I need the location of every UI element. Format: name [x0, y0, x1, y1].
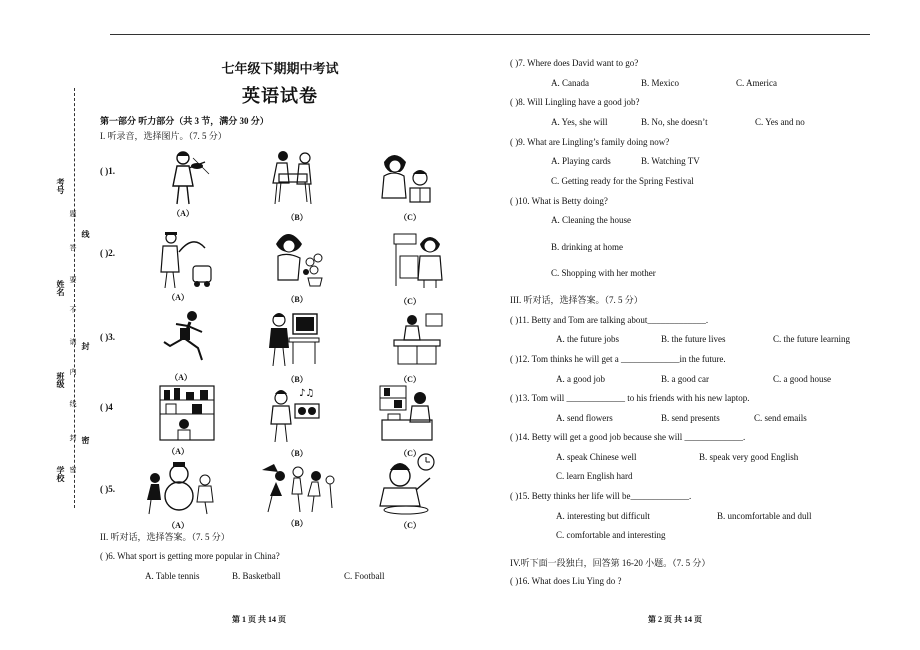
kids-playing-picture[interactable]	[258, 458, 338, 518]
option-c-label: （C）	[399, 297, 421, 306]
woman-shop-picture[interactable]	[378, 384, 436, 444]
option-c-label: （C）	[399, 449, 421, 458]
q15-option-a[interactable]: A. interesting but difficult	[556, 511, 650, 521]
man-eating-picture[interactable]	[370, 450, 444, 516]
question-11-stem: ( )11. Betty and Tom are talking about_____________.	[510, 315, 709, 325]
option-b-label: （B）	[286, 213, 308, 222]
line-char: 密	[81, 436, 90, 444]
q12-option-a[interactable]: A. a good job	[556, 374, 605, 384]
question-7-stem: ( )7. Where does David want to go?	[510, 58, 639, 68]
option-b-label: （B）	[286, 449, 308, 458]
q6-option-c[interactable]: C. Football	[344, 571, 385, 581]
seal-char: 不	[69, 306, 77, 313]
q11-option-b[interactable]: B. the future lives	[661, 334, 726, 344]
question-10-stem: ( )10. What is Betty doing?	[510, 196, 608, 206]
question-16-stem: ( )16. What does Liu Ying do ?	[510, 576, 622, 586]
q7-option-a[interactable]: A. Canada	[551, 78, 589, 88]
exam-title: 七年级下期期中考试	[221, 61, 339, 76]
question-1-number: ( )1.	[100, 166, 115, 176]
question-4-number: ( )4	[100, 402, 113, 412]
q6-option-a[interactable]: A. Table tennis	[145, 571, 200, 581]
line-char: 线	[81, 230, 90, 238]
runner-picture[interactable]	[158, 308, 216, 368]
girl-violin-picture[interactable]	[155, 148, 213, 208]
boy-music-picture[interactable]	[265, 384, 323, 444]
seal-char: 题	[69, 210, 77, 217]
seal-char: 要	[69, 276, 77, 283]
cleaner-vacuum-picture[interactable]	[155, 230, 213, 290]
q13-option-c[interactable]: C. send emails	[754, 413, 807, 423]
q12-option-b[interactable]: B. a good car	[661, 374, 709, 384]
q10-option-a[interactable]: A. Cleaning the house	[551, 215, 631, 225]
option-c-label: （C）	[399, 375, 421, 384]
seal-char: 线	[69, 400, 77, 407]
q7-option-b[interactable]: B. Mexico	[641, 78, 679, 88]
question-9-stem: ( )9. What are Lingling’s family doing now?	[510, 137, 670, 147]
option-a-label: （A）	[172, 209, 194, 218]
option-a-label: （A）	[167, 293, 189, 302]
q8-option-c[interactable]: C. Yes and no	[755, 117, 805, 127]
svg-text:♪♫: ♪♫	[299, 388, 315, 399]
seal-char: 封	[69, 434, 77, 441]
q8-option-b[interactable]: B. No, she doesn’t	[641, 117, 708, 127]
q11-option-a[interactable]: A. the future jobs	[556, 334, 619, 344]
q12-option-c[interactable]: C. a good house	[773, 374, 831, 384]
q10-option-c[interactable]: C. Shopping with her mother	[551, 268, 656, 278]
class-label: 班级	[56, 372, 65, 388]
q14-option-c[interactable]: C. learn English hard	[556, 471, 633, 481]
question-5-number: ( )5.	[100, 484, 115, 494]
man-tv-picture[interactable]	[388, 308, 446, 368]
section1-heading: I. 听录音，选择图片。（7. 5 分）	[100, 131, 227, 141]
page-number-left: 第 1 页 共 14 页	[232, 615, 286, 624]
q14-option-a[interactable]: A. speak Chinese well	[556, 452, 637, 462]
girl-flowers-picture[interactable]	[268, 228, 326, 288]
q9-option-a[interactable]: A. Playing cards	[551, 156, 611, 166]
q15-option-b[interactable]: B. uncomfortable and dull	[717, 511, 812, 521]
question-6-stem: ( )6. What sport is getting more popular in China?	[100, 551, 280, 561]
exam-subtitle: 英语试卷	[242, 86, 318, 106]
option-a-label: （A）	[170, 373, 192, 382]
line-char: 封	[81, 342, 90, 350]
part1-heading: 第一部分 听力部分（共 3 节，满分 30 分）	[100, 116, 269, 126]
question-2-number: ( )2.	[100, 248, 115, 258]
option-c-label: （C）	[399, 213, 421, 222]
question-13-stem: ( )13. Tom will _____________ to his friends with his new laptop.	[510, 393, 750, 403]
option-b-label: （B）	[286, 295, 308, 304]
section3-heading: III. 听对话，选择答案。（7. 5 分）	[510, 295, 643, 305]
kids-snowman-picture[interactable]	[145, 458, 215, 518]
question-8-stem: ( )8. Will Lingling have a good job?	[510, 97, 640, 107]
q15-option-c[interactable]: C. comfortable and interesting	[556, 530, 666, 540]
q14-option-b[interactable]: B. speak very good English	[699, 452, 799, 462]
q13-option-a[interactable]: A. send flowers	[556, 413, 613, 423]
seal-char: 密	[69, 466, 77, 473]
question-15-stem: ( )15. Betty thinks her life will be_____________.	[510, 491, 692, 501]
name-label: 姓名	[56, 280, 65, 296]
people-washing-picture[interactable]	[265, 148, 323, 208]
q10-option-b[interactable]: B. drinking at home	[551, 242, 623, 252]
seal-char: 请	[69, 338, 77, 345]
question-14-stem: ( )14. Betty will get a good job because she will _____________.	[510, 432, 746, 442]
option-a-label: （A）	[167, 521, 189, 530]
question-12-stem: ( )12. Tom thinks he will get a _____________in the future.	[510, 354, 726, 364]
boy-computer-picture[interactable]	[265, 308, 323, 368]
top-rule	[110, 34, 870, 35]
page-number-right: 第 2 页 共 14 页	[648, 615, 702, 624]
q9-option-c[interactable]: C. Getting ready for the Spring Festival	[551, 176, 694, 186]
seal-char: 答	[69, 244, 77, 251]
q13-option-b[interactable]: B. send presents	[661, 413, 720, 423]
question-3-number: ( )3.	[100, 332, 115, 342]
option-a-label: （A）	[167, 447, 189, 456]
q9-option-b[interactable]: B. Watching TV	[641, 156, 700, 166]
school-label: 学校	[56, 466, 65, 482]
shop-shelves-picture[interactable]	[158, 384, 216, 444]
section4-heading: IV.听下面一段独白，回答第 16-20 小题。（7. 5 分）	[510, 558, 711, 568]
seal-char: 内	[69, 368, 77, 375]
mother-child-reading-picture[interactable]	[378, 148, 436, 208]
girl-cooking-picture[interactable]	[390, 230, 448, 290]
q11-option-c[interactable]: C. the future learning	[773, 334, 850, 344]
q6-option-b[interactable]: B. Basketball	[232, 571, 281, 581]
section2-heading: II. 听对话，选择答案。（7. 5 分）	[100, 532, 230, 542]
option-b-label: （B）	[286, 519, 308, 528]
q8-option-a[interactable]: A. Yes, she will	[551, 117, 608, 127]
binding-line	[74, 88, 75, 508]
q7-option-c[interactable]: C. America	[736, 78, 777, 88]
option-b-label: （B）	[286, 375, 308, 384]
exam-no-label: 考号	[56, 178, 65, 194]
option-c-label: （C）	[399, 521, 421, 530]
